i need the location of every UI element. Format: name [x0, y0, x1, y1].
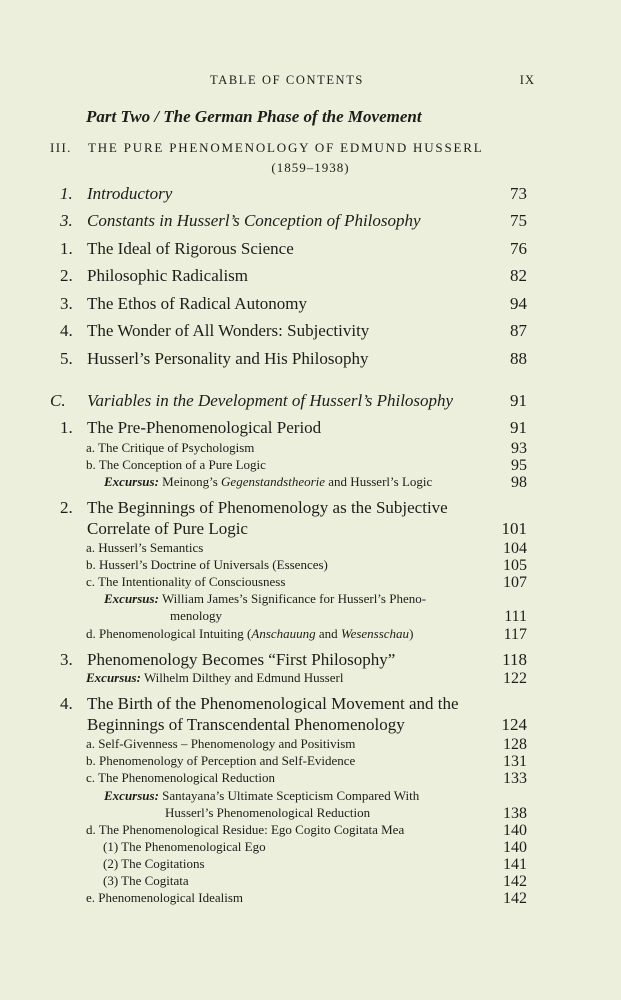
page-number: 118 [502, 650, 527, 669]
page-number: 124 [501, 715, 527, 734]
section-number: 3. [60, 211, 73, 230]
page-number: 93 [511, 440, 527, 457]
page-number: 104 [503, 540, 527, 557]
part-heading: Part Two / The German Phase of the Movement [86, 107, 422, 126]
chapter-dates: (1859–1938) [271, 160, 350, 175]
page-number: 95 [511, 457, 527, 474]
page-number: 91 [510, 391, 527, 410]
page-number: 87 [510, 321, 527, 340]
chapter-title: THE PURE PHENOMENOLOGY OF EDMUND HUSSERL [88, 140, 484, 155]
section-title: Variables in the Development of Husserl’s Philosophy [87, 391, 454, 410]
page-number: 75 [510, 211, 527, 230]
section-title: Constants in Husserl’s Conception of Philosophy [87, 211, 421, 230]
excursus-label: Excursus: [104, 474, 159, 489]
page-number: 140 [503, 822, 527, 839]
page-number: 76 [510, 239, 527, 258]
page-number: 91 [510, 418, 527, 437]
page-number: 111 [504, 608, 527, 625]
page-number: 101 [501, 519, 527, 538]
excursus-label: Excursus: [86, 670, 141, 685]
book-page: TABLE OF CONTENTS IX Part Two / The German Phase of the Movement III. THE PURE PHENOMENOLOGY OF EDMUND HUSSERL (1859–1938) 1. Introductory 73 3. Constants in Husserl’s Conception of Philosophy 75 1. The Ideal of Rigorous Science 76 2. Philosophic Radicalism 82 3. The Ethos of Radical Autonomy 94 4. The Wonder of All Wonders: Subjectivity 87 5. Husserl’s Personality and His Philosophy 88 C. Variables in the Development of Husserl’s Philosophy 91 1. The Pre-Phenomenological Period 91 a. The Critique of Psychologism 93 b. The Conception of a Pure Logic 95 Excursus: Meinong’s Gegenstandstheorie and Husserl’s Logic 98 2. The Beginnings of Phenomenology as the Subjective Correlate of Pure Logic 101 a. Husserl’s Semantics 104 b. Husserl’s Doctrine of Universals (Essences) 105 c. The Intentionality of Consciousness 107 Excursus: William James’s Significance for Husserl’s Pheno- menology 111 d. Phenomenological Intuiting (Anschauung and Wesensschau) 117 3. Phenomenology Becomes “First Philosophy” 118 Excursus: Wilhelm Dilthey and Edmund Husserl 122 4. The Birth of the Phenomenological Movement and the Beginnings of Transcendental Phenomenology 124 a. Self-Givenness – Phenomenology and Positivism 128 b. Phenomenology of Perception and Self-Evidence 131 c. The Phenomenological Reduction 133 Excursus: Santayana’s Ultimate Scepticism Compared With Husserl’s Phenomenological Reduction 138 d. The Phenomenological Residue: Ego Cogito Cogitata Mea 140 (1) The Phenomenological Ego 140 (2) The Cogitations 141 (3) The Cogitata 142 e. Phenomenological Idealism 142 [0, 0, 621, 1000]
page-number: 128 [503, 736, 527, 753]
excursus-label: Excursus: [104, 591, 159, 606]
section-number: 1. [60, 184, 73, 203]
page-number: 73 [510, 184, 527, 203]
page-number: 141 [503, 856, 527, 873]
page-number: 107 [503, 574, 527, 591]
page-number: 122 [503, 670, 527, 687]
page-number: 131 [503, 753, 527, 770]
page-number: 138 [503, 805, 527, 822]
section-number: C. [50, 391, 66, 410]
page-number: 140 [503, 839, 527, 856]
running-header-title: TABLE OF CONTENTS [210, 73, 364, 87]
page-number: 105 [503, 557, 527, 574]
page-number: 142 [503, 890, 527, 907]
chapter-numeral: III. [50, 140, 72, 155]
page-number: 142 [503, 873, 527, 890]
page-number: 94 [510, 294, 527, 313]
page-number: 117 [503, 626, 527, 643]
page-number: 82 [510, 266, 527, 285]
running-header-page-numeral: IX [519, 73, 535, 87]
page-number: 88 [510, 349, 527, 368]
page-number: 98 [511, 474, 527, 491]
excursus-label: Excursus: [104, 788, 159, 803]
page-number: 133 [503, 770, 527, 787]
section-title: Introductory [87, 184, 173, 203]
